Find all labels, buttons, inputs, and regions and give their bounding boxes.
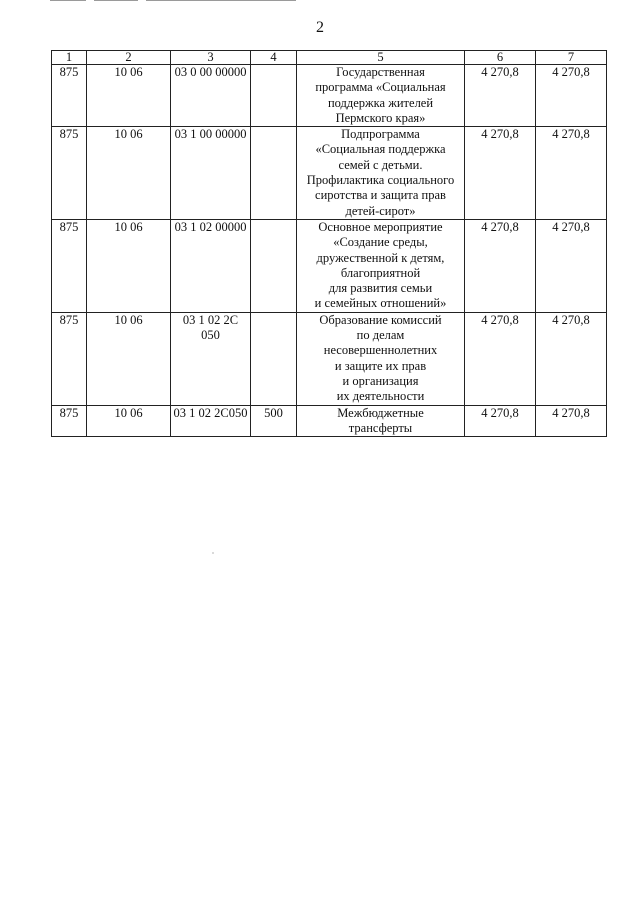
section-code-cell: 10 06 — [87, 312, 171, 405]
target-article-cell: 03 1 00 00000 — [171, 127, 251, 220]
expense-type-cell — [251, 219, 297, 312]
table-row — [52, 65, 607, 127]
target-article-cell: 03 1 02 2С 050 — [171, 312, 251, 405]
column-header: 4 — [251, 51, 297, 65]
target-article-cell: 03 0 00 00000 — [171, 65, 251, 127]
section-code-cell: 10 06 — [87, 65, 171, 127]
amount-cell: 4 270,8 — [465, 65, 536, 127]
column-header: 5 — [297, 51, 465, 65]
amount-cell: 4 270,8 — [536, 405, 607, 437]
expense-type-cell — [251, 312, 297, 405]
admin-code-cell: 875 — [52, 127, 87, 220]
scan-edge-mark — [94, 0, 138, 1]
expense-type-cell — [251, 65, 297, 127]
scan-speck — [212, 552, 214, 554]
expense-type-cell — [251, 127, 297, 220]
scan-edge-mark — [146, 0, 296, 1]
admin-code-cell: 875 — [52, 312, 87, 405]
scan-edge-marks — [50, 0, 300, 2]
table-header-row — [52, 51, 607, 65]
description-cell: Государственная программа «Социальная поддержка жителей Пермского края» — [297, 65, 465, 127]
table-row — [52, 127, 607, 220]
column-header: 7 — [536, 51, 607, 65]
amount-cell: 4 270,8 — [536, 312, 607, 405]
amount-cell: 4 270,8 — [465, 127, 536, 220]
table-row — [52, 312, 607, 405]
amount-cell: 4 270,8 — [465, 219, 536, 312]
admin-code-cell: 875 — [52, 405, 87, 437]
budget-table — [51, 50, 607, 437]
section-code-cell: 10 06 — [87, 219, 171, 312]
description-cell: Подпрограмма «Социальная поддержка семей с детьми. Профилактика социального сиротства и защита прав детей-сирот» — [297, 127, 465, 220]
admin-code-cell: 875 — [52, 219, 87, 312]
amount-cell: 4 270,8 — [536, 65, 607, 127]
table-row — [52, 405, 607, 437]
expense-type-cell: 500 — [251, 405, 297, 437]
amount-cell: 4 270,8 — [536, 219, 607, 312]
table-row — [52, 219, 607, 312]
column-header: 1 — [52, 51, 87, 65]
amount-cell: 4 270,8 — [536, 127, 607, 220]
amount-cell: 4 270,8 — [465, 405, 536, 437]
column-header: 3 — [171, 51, 251, 65]
amount-cell: 4 270,8 — [465, 312, 536, 405]
column-header: 2 — [87, 51, 171, 65]
description-cell: Основное мероприятие «Создание среды, дружественной к детям, благоприятной для развития семьи и семейных отношений» — [297, 219, 465, 312]
description-cell: Межбюджетные трансферты — [297, 405, 465, 437]
target-article-cell: 03 1 02 2С050 — [171, 405, 251, 437]
section-code-cell: 10 06 — [87, 405, 171, 437]
admin-code-cell: 875 — [52, 65, 87, 127]
scan-edge-mark — [50, 0, 86, 1]
target-article-cell: 03 1 02 00000 — [171, 219, 251, 312]
description-cell: Образование комиссий по делам несовершеннолетних и защите их прав и организация их деятельности — [297, 312, 465, 405]
page-number: 2 — [316, 19, 324, 36]
section-code-cell: 10 06 — [87, 127, 171, 220]
column-header: 6 — [465, 51, 536, 65]
